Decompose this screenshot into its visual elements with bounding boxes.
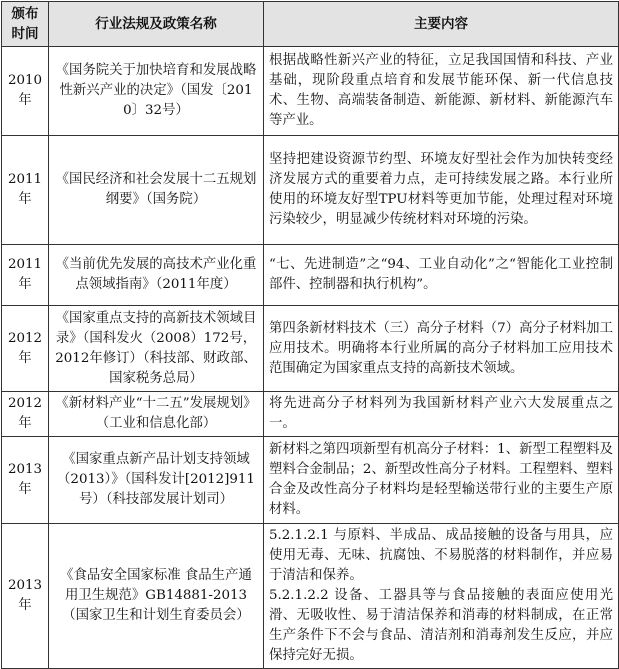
content-paragraph: 5.2.1.2.1 与原料、半成品、成品接触的设备与用具，应使用无毒、无味、抗腐蚀、不易脱落的材料制作，并应易于清洁和保养。 <box>269 528 613 583</box>
year-cell: 2011年 <box>2 136 49 245</box>
policy-table <box>1 1 619 669</box>
content-paragraph: “七、先进制造”之“94、工业自动化”之“智能化工业控制部件、控制器和执行机构”。 <box>269 257 613 292</box>
header-name: 行业法规及政策名称 <box>49 2 264 47</box>
table-row <box>2 47 619 136</box>
year-cell: 2010年 <box>2 47 49 136</box>
content-cell <box>264 136 619 245</box>
year-cell: 2013年 <box>2 524 49 669</box>
table-row <box>2 245 619 306</box>
table-row <box>2 392 619 437</box>
content-cell <box>264 524 619 669</box>
policy-name-cell: 《新材料产业“十二五”发展规划》（工业和信息化部） <box>49 392 264 437</box>
policy-name-cell: 《国家重点新产品计划支持领域（2013）》（国科发计[2012]911号）（科技部发展计划司） <box>49 437 264 524</box>
policy-name-cell: 《国家重点支持的高新技术领域目录》（国科发火（2008）172号，2012年修订）（科技部、财政部、国家税务总局） <box>49 306 264 392</box>
table-row <box>2 524 619 669</box>
content-paragraph: 5.2.1.2.2 设备、工器具等与食品接触的表面应使用光滑、无吸收性、易于清洁保养和消毒的材料制成，在正常生产条件下不会与食品、清洁剂和消毒剂发生反应，并应保持完好无损。 <box>269 588 613 663</box>
table-row <box>2 437 619 524</box>
content-paragraph: 新材料之第四项新型有机高分子材料：1、新型工程塑料及塑料合金制品；2、新型改性高分子材料。工程塑料、塑料合金及改性高分子材料均是轻型输送带行业的主要生产原材料。 <box>269 442 613 517</box>
policy-name-cell: 《当前优先发展的高技术产业化重点领域指南》（2011年度） <box>49 245 264 306</box>
table-row <box>2 136 619 245</box>
content-cell <box>264 47 619 136</box>
content-cell <box>264 437 619 524</box>
policy-name-cell: 《国务院关于加快培育和发展战略性新兴产业的决定》（国发〔2010〕32号） <box>49 47 264 136</box>
year-cell: 2013年 <box>2 437 49 524</box>
year-cell: 2011年 <box>2 245 49 306</box>
policy-name-cell: 《国民经济和社会发展十二五规划纲要》（国务院） <box>49 136 264 245</box>
content-cell <box>264 306 619 392</box>
content-paragraph: 第四条新材料技术（三）高分子材料（7）高分子材料加工应用技术。明确将本行业所属的高分子材料加工应用技术范围确定为国家重点支持的高新技术领域。 <box>269 320 613 376</box>
header-year: 颁布时间 <box>2 2 49 47</box>
content-paragraph: 坚持把建设资源节约型、环境友好型社会作为加快转变经济发展方式的重要着力点，走可持续发展之路。本行业所使用的环境友好型TPU材料等更加节能，处理过程对环境污染较少，明显减少传统材料对环境的污染。 <box>269 152 613 227</box>
content-cell <box>264 392 619 437</box>
year-cell: 2012年 <box>2 392 49 437</box>
header-content: 主要内容 <box>264 2 619 47</box>
year-cell: 2012年 <box>2 306 49 392</box>
content-paragraph: 将先进高分子材料列为我国新材料产业六大发展重点之一。 <box>269 396 613 431</box>
content-cell <box>264 245 619 306</box>
policy-name-cell: 《食品安全国家标准 食品生产通用卫生规范》GB14881-2013（国家卫生和计划生育委员会） <box>49 524 264 669</box>
table-row <box>2 306 619 392</box>
content-paragraph: 根据战略性新兴产业的特征，立足我国国情和科技、产业基础，现阶段重点培育和发展节能环保、新一代信息技术、生物、高端装备制造、新能源、新材料、新能源汽车等产业。 <box>269 53 613 128</box>
header-row <box>2 2 619 47</box>
